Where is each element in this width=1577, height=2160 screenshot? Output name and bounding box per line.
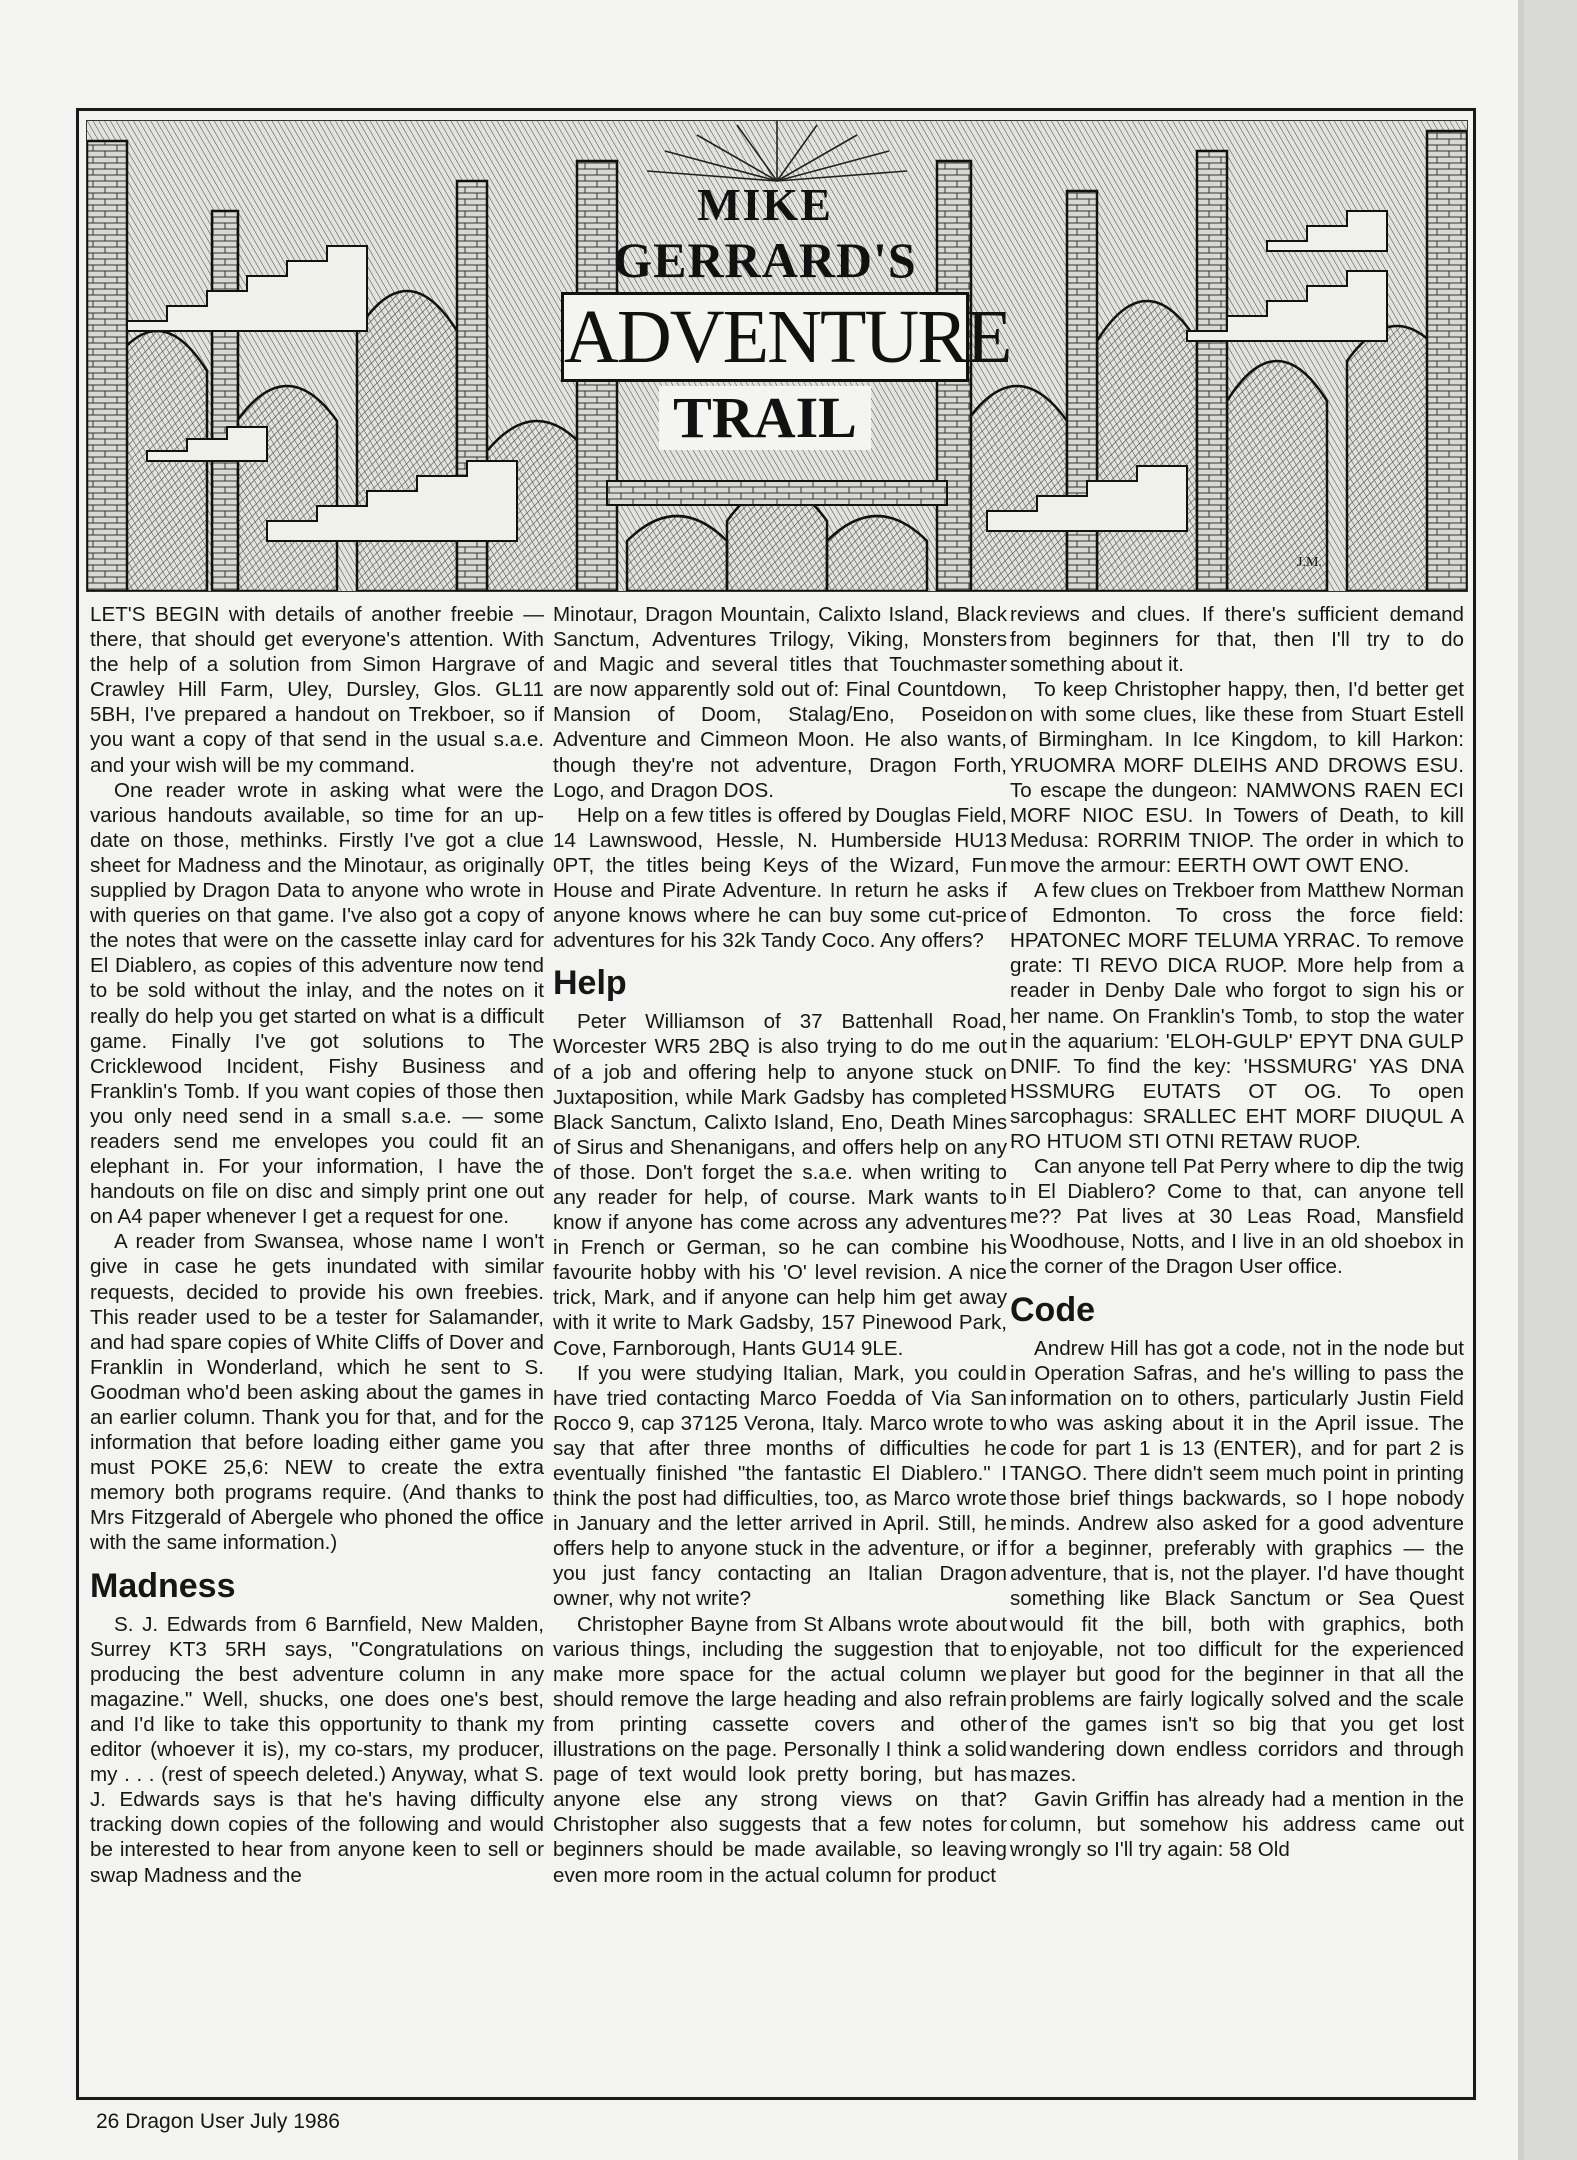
title-line-adventure: ADVENTURE [561,292,969,382]
page-edge-shadow [1518,0,1577,2160]
text-column-1 [90,602,544,1888]
paragraph: Peter Williamson of 37 Battenhall Road, Worcester WR5 2BQ is also trying to do me out of a job and offering help to anyone stuck on Juxtaposition, while Mark Gadsby has completed Black Sanctum, Calixto Island, Eno, Death Mines of Sirus and Shenanigans, and offers help on any of those. Don't forget the s.a.e. when writing to any reader for help, of course. Mark wants to know if anyone has come across any adventures in French or German, so he can combine his favourite hobby with his 'O' level revision. A nice trick, Mark, and if anyone can help him get away with it write to Mark Gadsby, 157 Pinewood Park, Cove, Farnborough, Hants GU14 9LE. [553,1010,1007,1360]
paragraph: Christopher Bayne from St Albans wrote about various things, including the suggestion that to make more space for the actual column we should remove the large heading and also refrain from printing cassette covers and other illustrations on the page. Personally I think a solid page of text would look pretty boring, but has anyone else any strong views on that? Christopher also suggests that a few notes for beginners should be made available, so leaving even more room in the actual column for product [553,1612,1007,1887]
paragraph: Gavin Griffin has already had a mention in the column, but somehow his address came out wrongly so I'll try again: 58 Old [1010,1788,1464,1862]
page-edge-line [1518,0,1524,2160]
section-heading-help: Help [553,964,627,1003]
page-footer: 26 Dragon User July 1986 [96,2110,340,2133]
paragraph: One reader wrote in asking what were the various handouts available, so time for an up-date on those, methinks. Firstly I've got a clue sheet for Madness and the Minotaur, as originally supplied by Dragon Data to anyone who wrote in with queries on that game. I've also got a copy of the notes that were on the cassette inlay card for El Diablero, as copies of this adventure now tend to be sold without the inlay, and the notes on it really do help you get started on what is a difficult game. Finally I've got solutions to The Cricklewood Incident, Fishy Business and Franklin's Tomb. If you want copies of those then you only need send in a small s.a.e. — some readers send me envelopes you could fit an elephant in. For your information, I have the handouts on file on disc and simply print one out on A4 paper whenever I get a request for one. [90,778,544,1229]
paragraph: To keep Christopher happy, then, I'd better get on with some clues, like these from Stuart Estell of Birmingham. In Ice Kingdom, to kill Harkon: YRUOMRA MORF DLEIHS AND DROWS ESU. To escape the dungeon: NAMWONS RAEN ECI MORF NIOC ESU. In Towers of Death, to kill Medusa: RORRIM TNIOP. The order in which to move the armour: EERTH OWT OWT ENO. [1010,678,1464,877]
paragraph: Andrew Hill has got a code, not in the node but in Operation Safras, and he's willing to pass the information on to others, particularly Justin Field who was asking about it in the April issue. The code for part 1 is 13 (ENTER), and for part 2 is TANGO. There didn't seem much point in printing those brief things backwards, so I hope nobody minds. Andrew also asked for a good adventure for a beginner, preferably with graphics — the adventure, that is, not the player. I'd have thought something like Black Sanctum or Sea Quest would fit the bill, both with graphics, both enjoyable, not too difficult for the experienced player but good for the beginner in that all the problems are fairly logically solved and the scale of the games isn't so big that you get lost wandering down endless corridors and through mazes. [1010,1336,1464,1787]
title-line-trail: TRAIL [659,386,871,450]
paragraph: S. J. Edwards from 6 Barnfield, New Malden, Surrey KT3 5RH says, "Congratulations on producing the best adventure column in any magazine." Well, shucks, one does one's best, and I'd like to take this opportunity to thank my editor (whoever it is), my co-stars, my producer, my . . . (rest of speech deleted.) Anyway, what S. J. Edwards says is that he's having difficulty tracking down copies of the following and would be interested to hear from anyone keen to sell or swap Madness and the [90,1612,544,1887]
section-heading-madness: Madness [90,1566,236,1605]
title-line-gerrards: GERRARD'S [613,232,917,288]
artist-signature: J.M. [1297,555,1322,570]
paragraph: LET'S BEGIN with details of another freebie — there, that should get everyone's attention. With the help of a solution from Simon Hargrave of Crawley Hill Farm, Uley, Dursley, Glos. GL11 5BH, I've prepared a handout on Trekboer, so if you want a copy of that send in the usual s.a.e. and your wish will be my command. [90,603,544,777]
paragraph: If you were studying Italian, Mark, you could have tried contacting Marco Foedda of Via San Rocco 9, cap 37125 Verona, Italy. Marco wrote to say that after three months of difficulties he eventually finished "the fantastic El Diablero." I think the post had difficulties, too, as Marco wrote in January and the letter arrived in April. Still, he offers help to anyone stuck in the adventure, or if you just fancy contacting an Italian Dragon owner, why not write? [553,1361,1007,1611]
paragraph: A few clues on Trekboer from Matthew Norman of Edmonton. To cross the force field: HPATONEC MORF TELUMA YRRAC. To remove grate: TI REVO DICA RUOP. More help from a reader in Denby Dale who forgot to sign his or her name. On Franklin's Tomb, to stop the water in the aquarium: 'ELOH-GULP' EPYT DNA GULP DNIF. To find the key: 'HSSMURG' YAS DNA HSSMURG EUTATS OT OG. To open sarcophagus: SRALLEC EHT MORF DIUQUL A RO HTUOM STI OTNI RETAW RUOP. [1010,879,1464,1153]
paragraph: A reader from Swansea, whose name I won't give in case he gets inundated with similar requests, decided to provide his own freebies. This reader used to be a tester for Salamander, and had spare copies of White Cliffs of Dover and Franklin in Wonderland, which he sent to S. Goodman who'd been asking about the games in an earlier column. Thank you for that, and for the information that before loading either game you must POKE 25,6: NEW to create the extra memory both programs require. (And thanks to Mrs Fitzgerald of Abergele who phoned the office with the same information.) [90,1230,544,1555]
paragraph: Minotaur, Dragon Mountain, Calixto Island, Black Sanctum, Adventures Trilogy, Viking, Monsters and Magic and several titles that Touchmaster are now apparently sold out of: Final Countdown, Mansion of Doom, Stalag/Eno, Poseidon Adventure and Cimmeon Moon. He also wants, though they're not adventure, Dragon Forth, Logo, and Dragon DOS. [553,603,1007,802]
paragraph: Can anyone tell Pat Perry where to dip the twig in El Diablero? Come to that, can anyone tell me?? Pat lives at 30 Leas Road, Mansfield Woodhouse, Notts, and I live in an old shoebox in the corner of the Dragon User office. [1010,1155,1464,1279]
section-heading-code: Code [1010,1290,1095,1329]
text-column-3 [1010,602,1464,1863]
paragraph: reviews and clues. If there's sufficient demand from beginners for that, then I'll try to do something about it. [1010,603,1464,677]
column-title [555,160,1011,450]
paragraph: Help on a few titles is offered by Douglas Field, 14 Lawnswood, Hessle, N. Humberside HU13 0PT, the titles being Keys of the Wizard, Fun House and Pirate Adventure. In return he asks if anyone knows where he can buy some cut-price adventures for his 32k Tandy Coco. Any offers? [553,803,1007,953]
text-column-2 [553,602,1007,1888]
title-line-mike: MIKE [697,179,833,230]
